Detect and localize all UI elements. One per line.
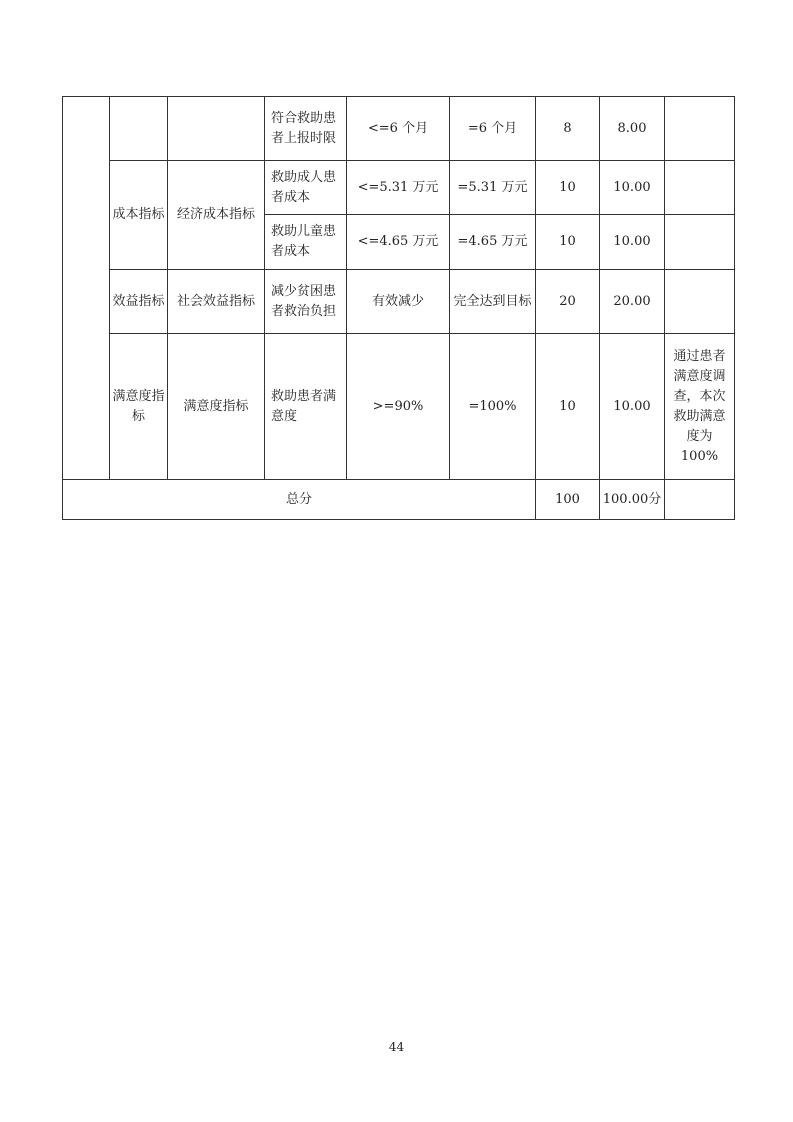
weight-value: 20 bbox=[536, 270, 600, 334]
target-value: <=4.65 万元 bbox=[347, 215, 450, 270]
weight-value: 10 bbox=[536, 215, 600, 270]
remark-cell bbox=[665, 161, 735, 215]
total-score: 100.00分 bbox=[600, 480, 665, 520]
score-value: 20.00 bbox=[600, 270, 665, 334]
table-row bbox=[63, 270, 735, 334]
target-value: >=90% bbox=[347, 334, 450, 480]
target-value: <=5.31 万元 bbox=[347, 161, 450, 215]
level1-indicator: 效益指标 bbox=[110, 270, 168, 334]
level3-indicator: 减少贫困患者救治负担 bbox=[265, 270, 347, 334]
level1-indicator: 满意度指标 bbox=[110, 334, 168, 480]
total-remark bbox=[665, 480, 735, 520]
total-label: 总分 bbox=[63, 480, 536, 520]
table-row bbox=[63, 334, 735, 480]
remark-cell bbox=[665, 270, 735, 334]
actual-value: =100% bbox=[450, 334, 536, 480]
level2-indicator: 社会效益指标 bbox=[168, 270, 265, 334]
remark-cell bbox=[665, 97, 735, 161]
table-row bbox=[63, 161, 735, 215]
level3-indicator: 救助患者满意度 bbox=[265, 334, 347, 480]
score-value: 10.00 bbox=[600, 161, 665, 215]
actual-value: =5.31 万元 bbox=[450, 161, 536, 215]
performance-table bbox=[62, 96, 735, 520]
level1-indicator: 成本指标 bbox=[110, 161, 168, 270]
level3-indicator: 救助儿童患者成本 bbox=[265, 215, 347, 270]
level1-indicator bbox=[110, 97, 168, 161]
level3-indicator: 符合救助患者上报时限 bbox=[265, 97, 347, 161]
total-weight: 100 bbox=[536, 480, 600, 520]
score-value: 10.00 bbox=[600, 334, 665, 480]
page-number: 44 bbox=[388, 1040, 405, 1054]
actual-value: =4.65 万元 bbox=[450, 215, 536, 270]
actual-value: =6 个月 bbox=[450, 97, 536, 161]
level2-indicator: 经济成本指标 bbox=[168, 161, 265, 270]
weight-value: 8 bbox=[536, 97, 600, 161]
level3-indicator: 救助成人患者成本 bbox=[265, 161, 347, 215]
weight-value: 10 bbox=[536, 334, 600, 480]
level2-indicator bbox=[168, 97, 265, 161]
table-row bbox=[63, 97, 735, 161]
actual-value: 完全达到目标 bbox=[450, 270, 536, 334]
level2-indicator: 满意度指标 bbox=[168, 334, 265, 480]
target-value: 有效减少 bbox=[347, 270, 450, 334]
score-value: 8.00 bbox=[600, 97, 665, 161]
target-value: <=6 个月 bbox=[347, 97, 450, 161]
score-value: 10.00 bbox=[600, 215, 665, 270]
remark-cell bbox=[665, 215, 735, 270]
category-cell bbox=[63, 97, 110, 480]
weight-value: 10 bbox=[536, 161, 600, 215]
remark-cell: 通过患者满意度调查，本次救助满意度为100% bbox=[665, 334, 735, 480]
total-row bbox=[63, 480, 735, 520]
